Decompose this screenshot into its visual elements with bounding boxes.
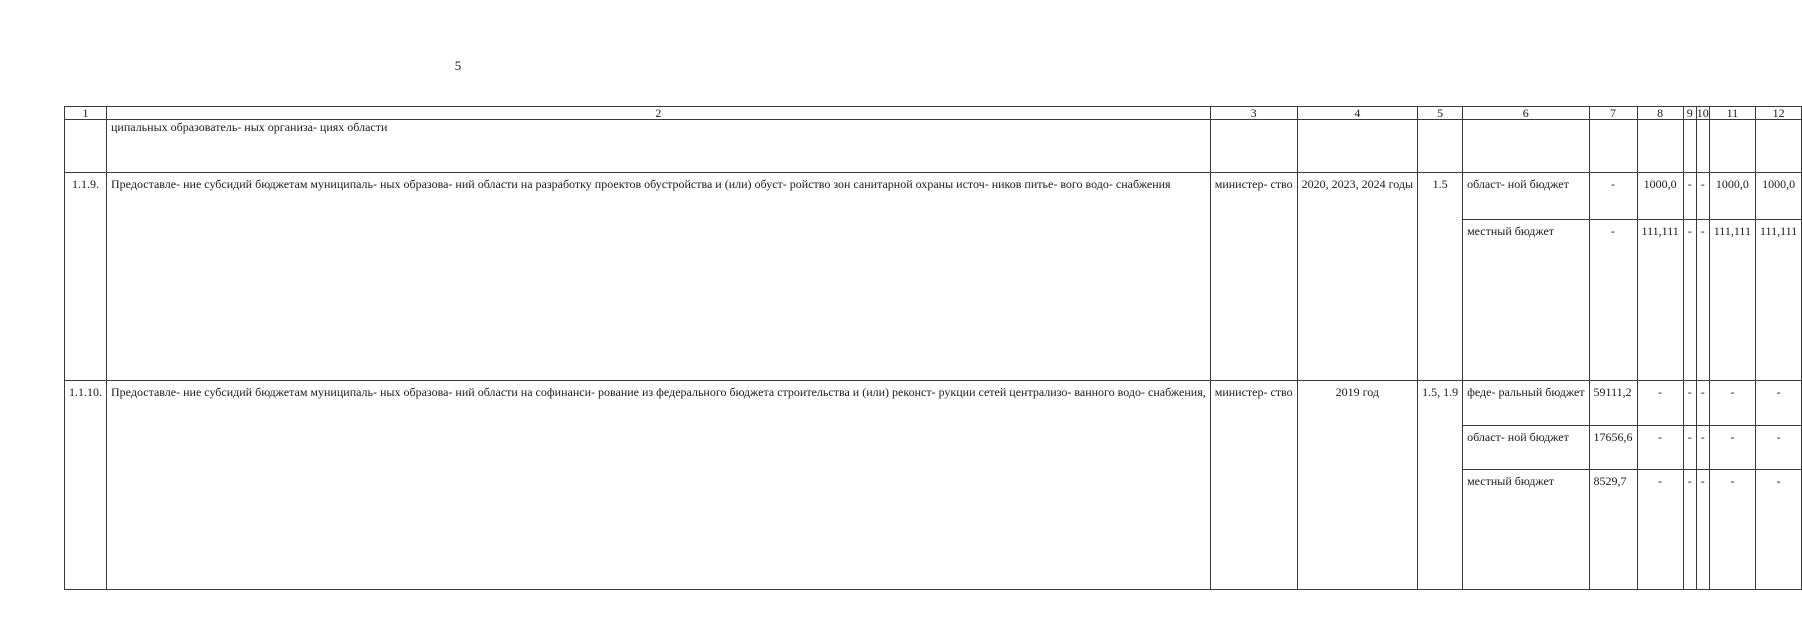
indicator-cell xyxy=(1418,120,1463,173)
budget-table xyxy=(64,106,1802,590)
header-cell: 10 xyxy=(1696,106,1709,120)
executor-cell: министер- ство xyxy=(1210,381,1297,590)
value-cell: 111,111 xyxy=(1709,220,1755,381)
value-cell: 1000,0 xyxy=(1755,173,1801,220)
header-row xyxy=(65,107,1802,120)
header-cell: 2 xyxy=(107,107,1211,120)
page-number: 5 xyxy=(454,58,462,73)
value-cell: - xyxy=(1683,220,1696,381)
continued-row xyxy=(65,120,1802,173)
header-cell: 6 xyxy=(1463,107,1589,120)
value-cell: 111,111 xyxy=(1755,220,1801,381)
executor-cell: министер- ство xyxy=(1210,173,1297,381)
value-cell: - xyxy=(1683,173,1696,220)
description-cell: Предоставле- ние субсидий бюджетам муниципаль- ных образова- ний области на софинанси- рование из федерального бюджета строительства и (или) реконст- рукции сетей централизо- ванного водо- снабжения, xyxy=(107,381,1211,590)
number-cell: 1.1.10. xyxy=(65,381,107,590)
header-cell: 9 xyxy=(1683,107,1696,120)
table-row xyxy=(65,381,1802,426)
value-cell: - xyxy=(1637,470,1683,590)
source-cell: област- ной бюджет xyxy=(1463,426,1589,470)
description-cell: ципальных образователь- ных организа- циях области xyxy=(107,120,1211,173)
header-cell: 11 xyxy=(1709,107,1755,120)
value-cell: - xyxy=(1696,470,1709,590)
value-cell: - xyxy=(1696,426,1709,470)
value-cell: - xyxy=(1755,381,1801,426)
value-cell: - xyxy=(1683,470,1696,590)
value-cell: - xyxy=(1683,381,1696,426)
value-cell: - xyxy=(1755,426,1801,470)
header-cell: 4 xyxy=(1297,107,1417,120)
value-cell: - xyxy=(1696,173,1709,220)
header-cell: 8 xyxy=(1637,107,1683,120)
number-cell xyxy=(65,120,107,173)
header-cell: 12 xyxy=(1755,107,1801,120)
source-cell: местный бюджет xyxy=(1463,220,1589,381)
value-cell: - xyxy=(1589,220,1637,381)
description-cell: Предоставле- ние субсидий бюджетам муниципаль- ных образова- ний области на разработку проектов обустройства и (или) обуст- ройство зон санитарной охраны источ- ников питье- вого водо- снабжения xyxy=(107,173,1211,381)
value-cell: - xyxy=(1709,470,1755,590)
source-cell: местный бюджет xyxy=(1463,470,1589,590)
value-cell: 111,111 xyxy=(1637,220,1683,381)
value-cell: - xyxy=(1637,381,1683,426)
value-cell: - xyxy=(1755,470,1801,590)
value-cell xyxy=(1696,120,1709,173)
value-cell xyxy=(1755,120,1801,173)
executor-cell xyxy=(1210,120,1297,173)
value-cell: 8529,7 xyxy=(1589,470,1637,590)
indicator-cell: 1.5, 1.9 xyxy=(1418,381,1463,590)
value-cell xyxy=(1709,120,1755,173)
value-cell xyxy=(1589,120,1637,173)
source-cell: област- ной бюджет xyxy=(1463,173,1589,220)
period-cell: 2020, 2023, 2024 годы xyxy=(1297,173,1417,381)
value-cell: 59111,2 xyxy=(1589,381,1637,426)
value-cell: - xyxy=(1589,173,1637,220)
value-cell: - xyxy=(1637,426,1683,470)
value-cell xyxy=(1683,120,1696,173)
header-cell: 7 xyxy=(1589,107,1637,120)
source-cell xyxy=(1463,120,1589,173)
number-cell: 1.1.9. xyxy=(65,173,107,381)
value-cell: - xyxy=(1709,426,1755,470)
period-cell: 2019 год xyxy=(1297,381,1417,590)
value-cell: - xyxy=(1709,381,1755,426)
value-cell: 17656,6 xyxy=(1589,426,1637,470)
table-row xyxy=(65,173,1802,220)
value-cell: 1000,0 xyxy=(1637,173,1683,220)
value-cell xyxy=(1637,120,1683,173)
value-cell: - xyxy=(1696,381,1709,426)
value-cell: 1000,0 xyxy=(1709,173,1755,220)
source-cell: феде- ральный бюджет xyxy=(1463,381,1589,426)
header-cell: 3 xyxy=(1210,107,1297,120)
value-cell: - xyxy=(1683,426,1696,470)
header-cell: 5 xyxy=(1418,107,1463,120)
period-cell xyxy=(1297,120,1417,173)
indicator-cell: 1.5 xyxy=(1418,173,1463,381)
value-cell: - xyxy=(1696,220,1709,381)
header-cell: 1 xyxy=(65,107,107,120)
